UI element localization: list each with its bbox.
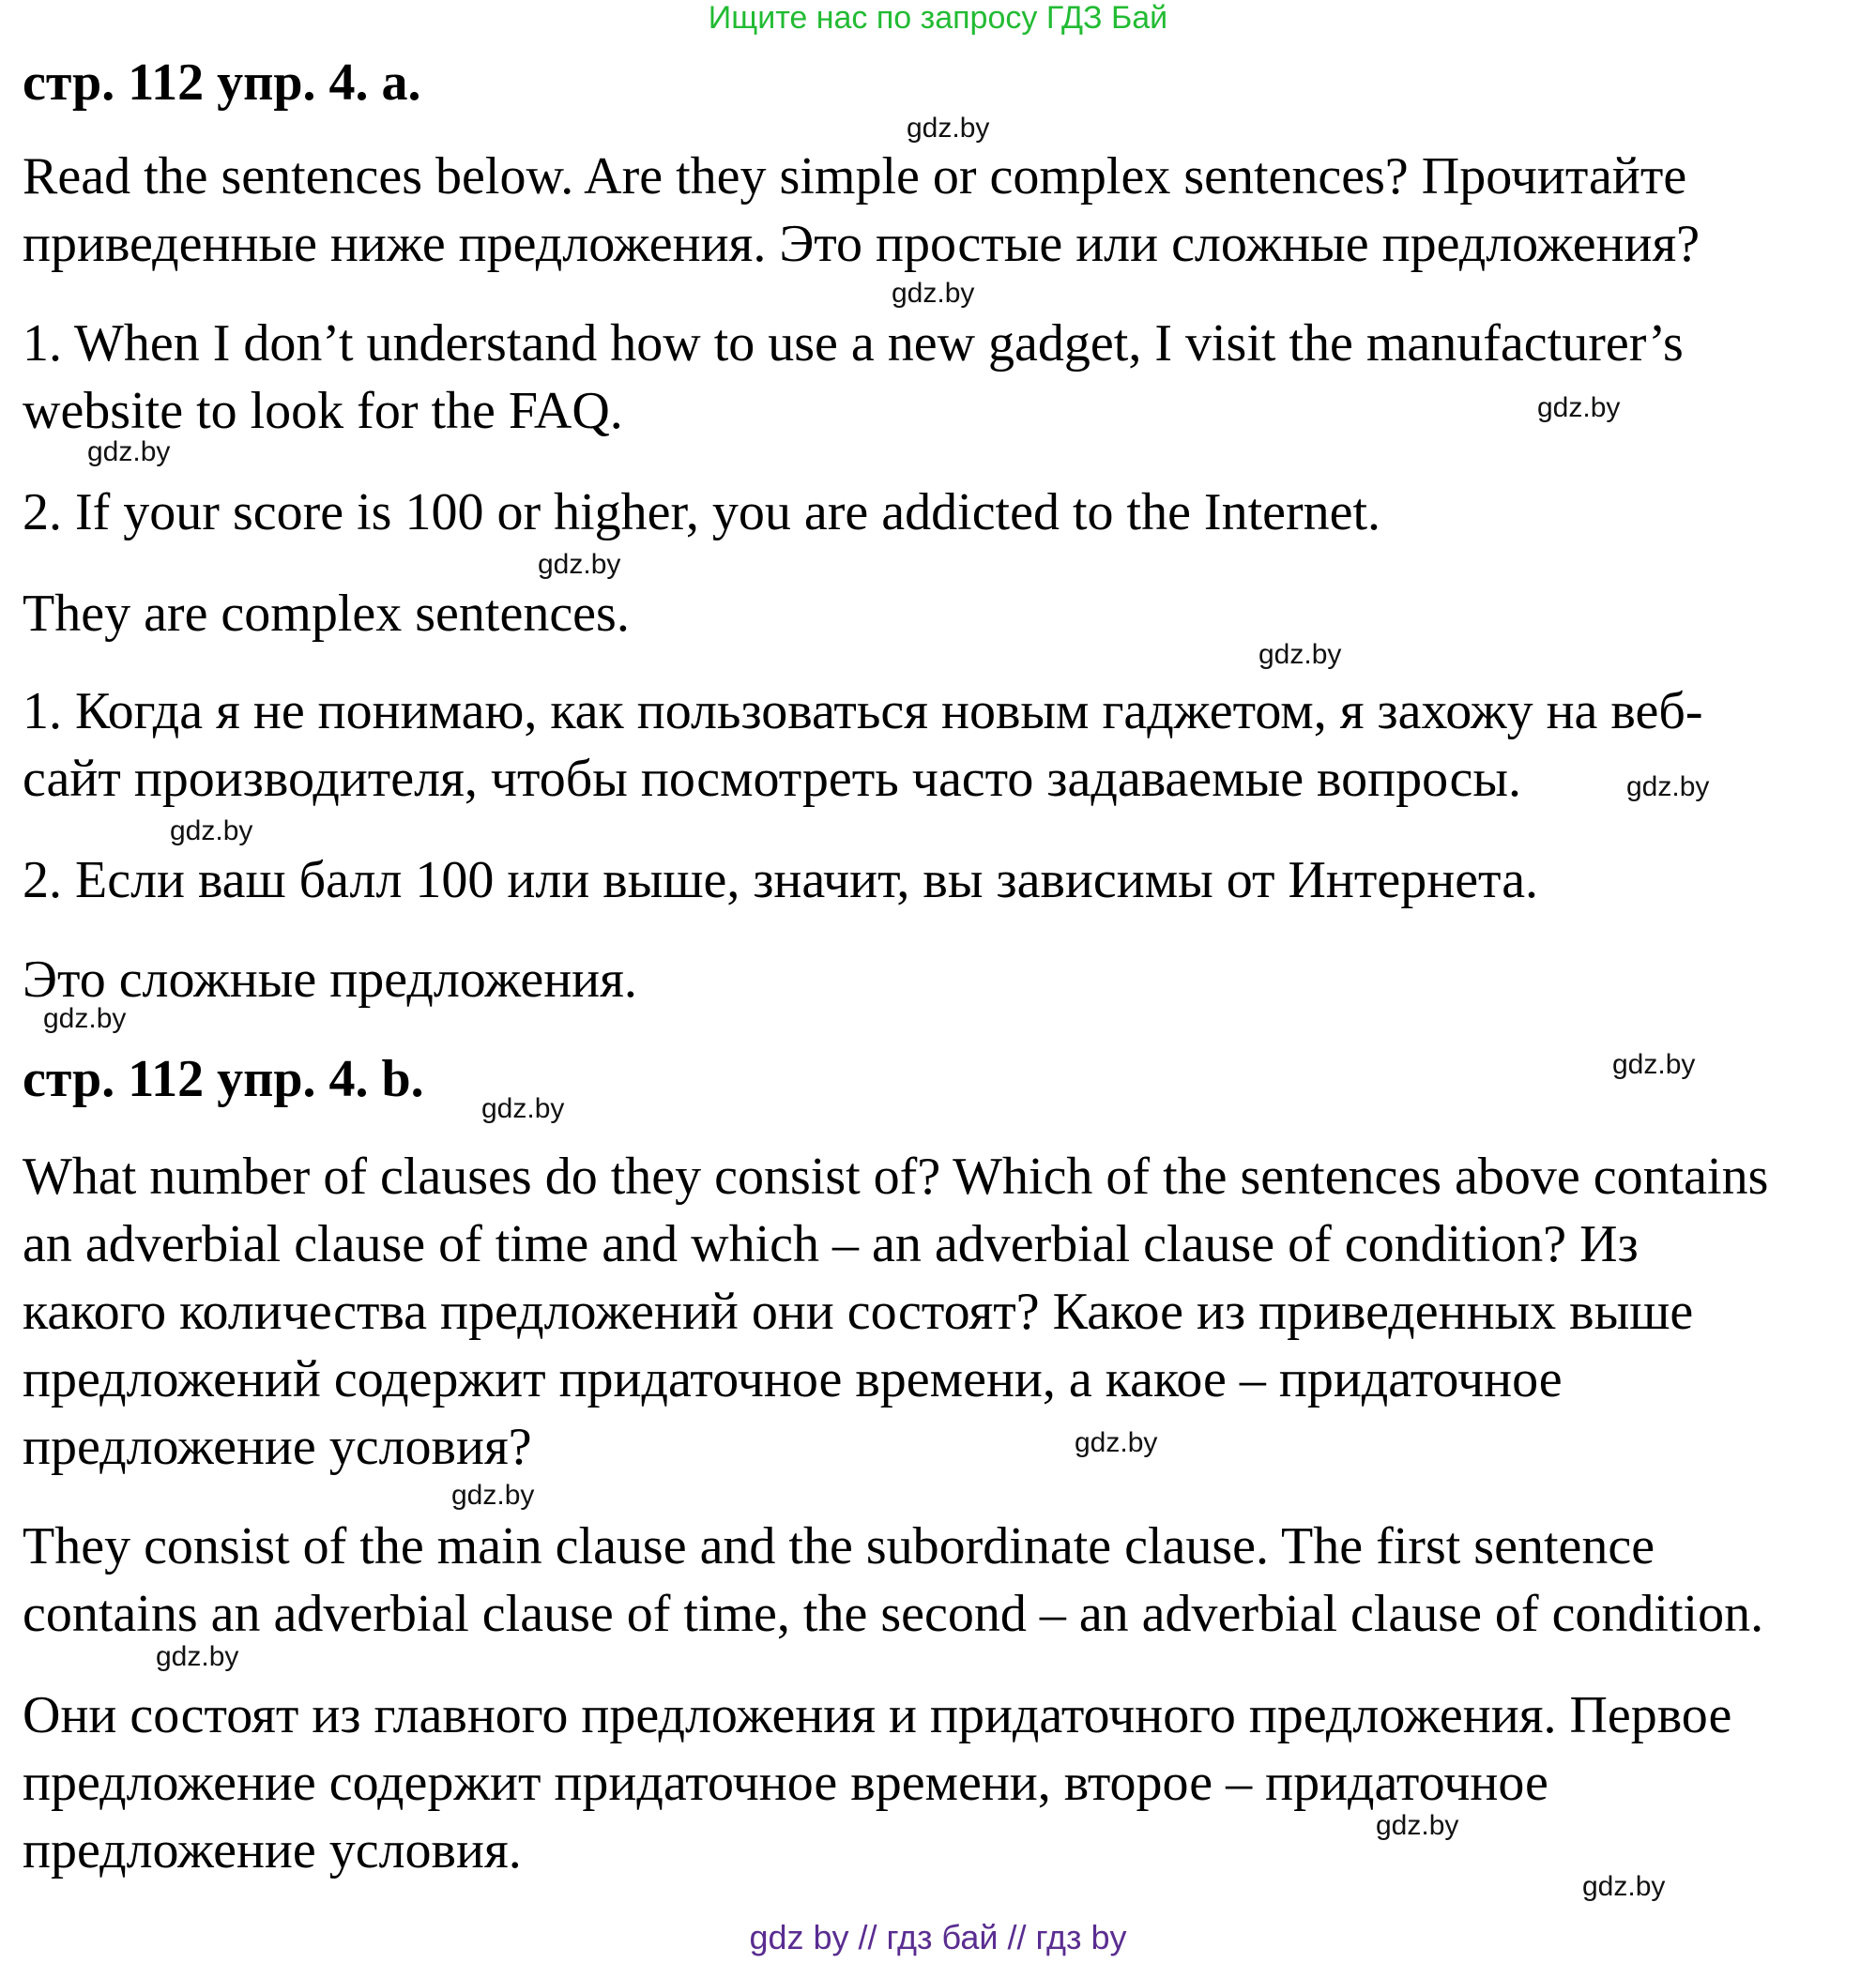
watermark: gdz.by [1537,392,1621,423]
answer-a-ru: Это сложные предложения. [23,951,637,1009]
watermark: gdz.by [170,815,253,846]
section-b-heading: стр. 112 упр. 4. b. [23,1050,424,1108]
section-b-task-line: предложений содержит придаточное времени, а какое – придаточное [23,1350,1563,1408]
watermark: gdz.by [87,436,171,467]
section-b-task-line: What number of clauses do they consist of? Which of the sentences above contains [23,1148,1769,1206]
answer-b-ru-line: предложение содержит придаточное времени, второе – придаточное [23,1754,1548,1812]
watermark: gdz.by [1075,1427,1158,1458]
answer-b-en-line: They consist of the main clause and the subordinate clause. The first sentence [23,1517,1655,1575]
sentence-1-line: 1. When I don’t understand how to use a new gadget, I visit the manufacturer’s [23,314,1684,373]
answer-b-ru-line: Они состоят из главного предложения и придаточного предложения. Первое [23,1686,1732,1744]
translation-1-line: сайт производителя, чтобы посмотреть часто задаваемые вопросы. [23,750,1521,808]
watermark: gdz.by [156,1641,239,1672]
watermark: gdz.by [1612,1049,1696,1080]
section-b-task-line: какого количества предложений они состоят? Какое из приведенных выше [23,1283,1694,1341]
watermark: gdz.by [481,1093,565,1124]
answer-b-ru [23,1681,1731,1884]
translation-2: 2. Если ваш балл 100 или выше, значит, вы зависимы от Интернета. [23,851,1539,909]
watermark: gdz.by [538,549,621,580]
section-a-heading: стр. 112 упр. 4. a. [23,53,421,112]
answer-b-en [23,1513,1763,1648]
sentence-2: 2. If your score is 100 or higher, you are addicted to the Internet. [23,483,1381,541]
section-b-task [23,1143,1768,1481]
section-a-task-line: Read the sentences below. Are they simple or complex sentences? Прочитайте [23,147,1687,205]
watermark: gdz.by [892,278,975,309]
watermark: gdz.by [451,1480,535,1511]
watermark: gdz.by [1582,1871,1666,1902]
answer-a-en: They are complex sentences. [23,585,630,643]
top-banner: Ищите нас по запросу ГДЗ Бай [708,0,1168,36]
translation-1 [23,677,1703,813]
sentence-1-line: website to look for the FAQ. [23,382,623,440]
watermark: gdz.by [1258,639,1342,670]
watermark: gdz.by [907,113,990,144]
watermark: gdz.by [1626,771,1710,802]
section-a-task-line: приведенные ниже предложения. Это простые или сложные предложения? [23,215,1701,273]
section-b-task-line: an adverbial clause of time and which – an adverbial clause of condition? Из [23,1215,1639,1273]
answer-b-ru-line: предложение условия. [23,1821,522,1879]
watermark: gdz.by [1376,1810,1459,1841]
section-a-task [23,143,1700,278]
watermark: gdz.by [43,1003,127,1034]
footer-links: gdz by // гдз бай // гдз by [749,1918,1127,1956]
section-b-task-line: предложение условия? [23,1418,532,1476]
answer-b-en-line: contains an adverbial clause of time, the second – an adverbial clause of condition. [23,1585,1764,1643]
sentence-1 [23,310,1684,445]
translation-1-line: 1. Когда я не понимаю, как пользоваться новым гаджетом, я захожу на веб- [23,682,1703,740]
